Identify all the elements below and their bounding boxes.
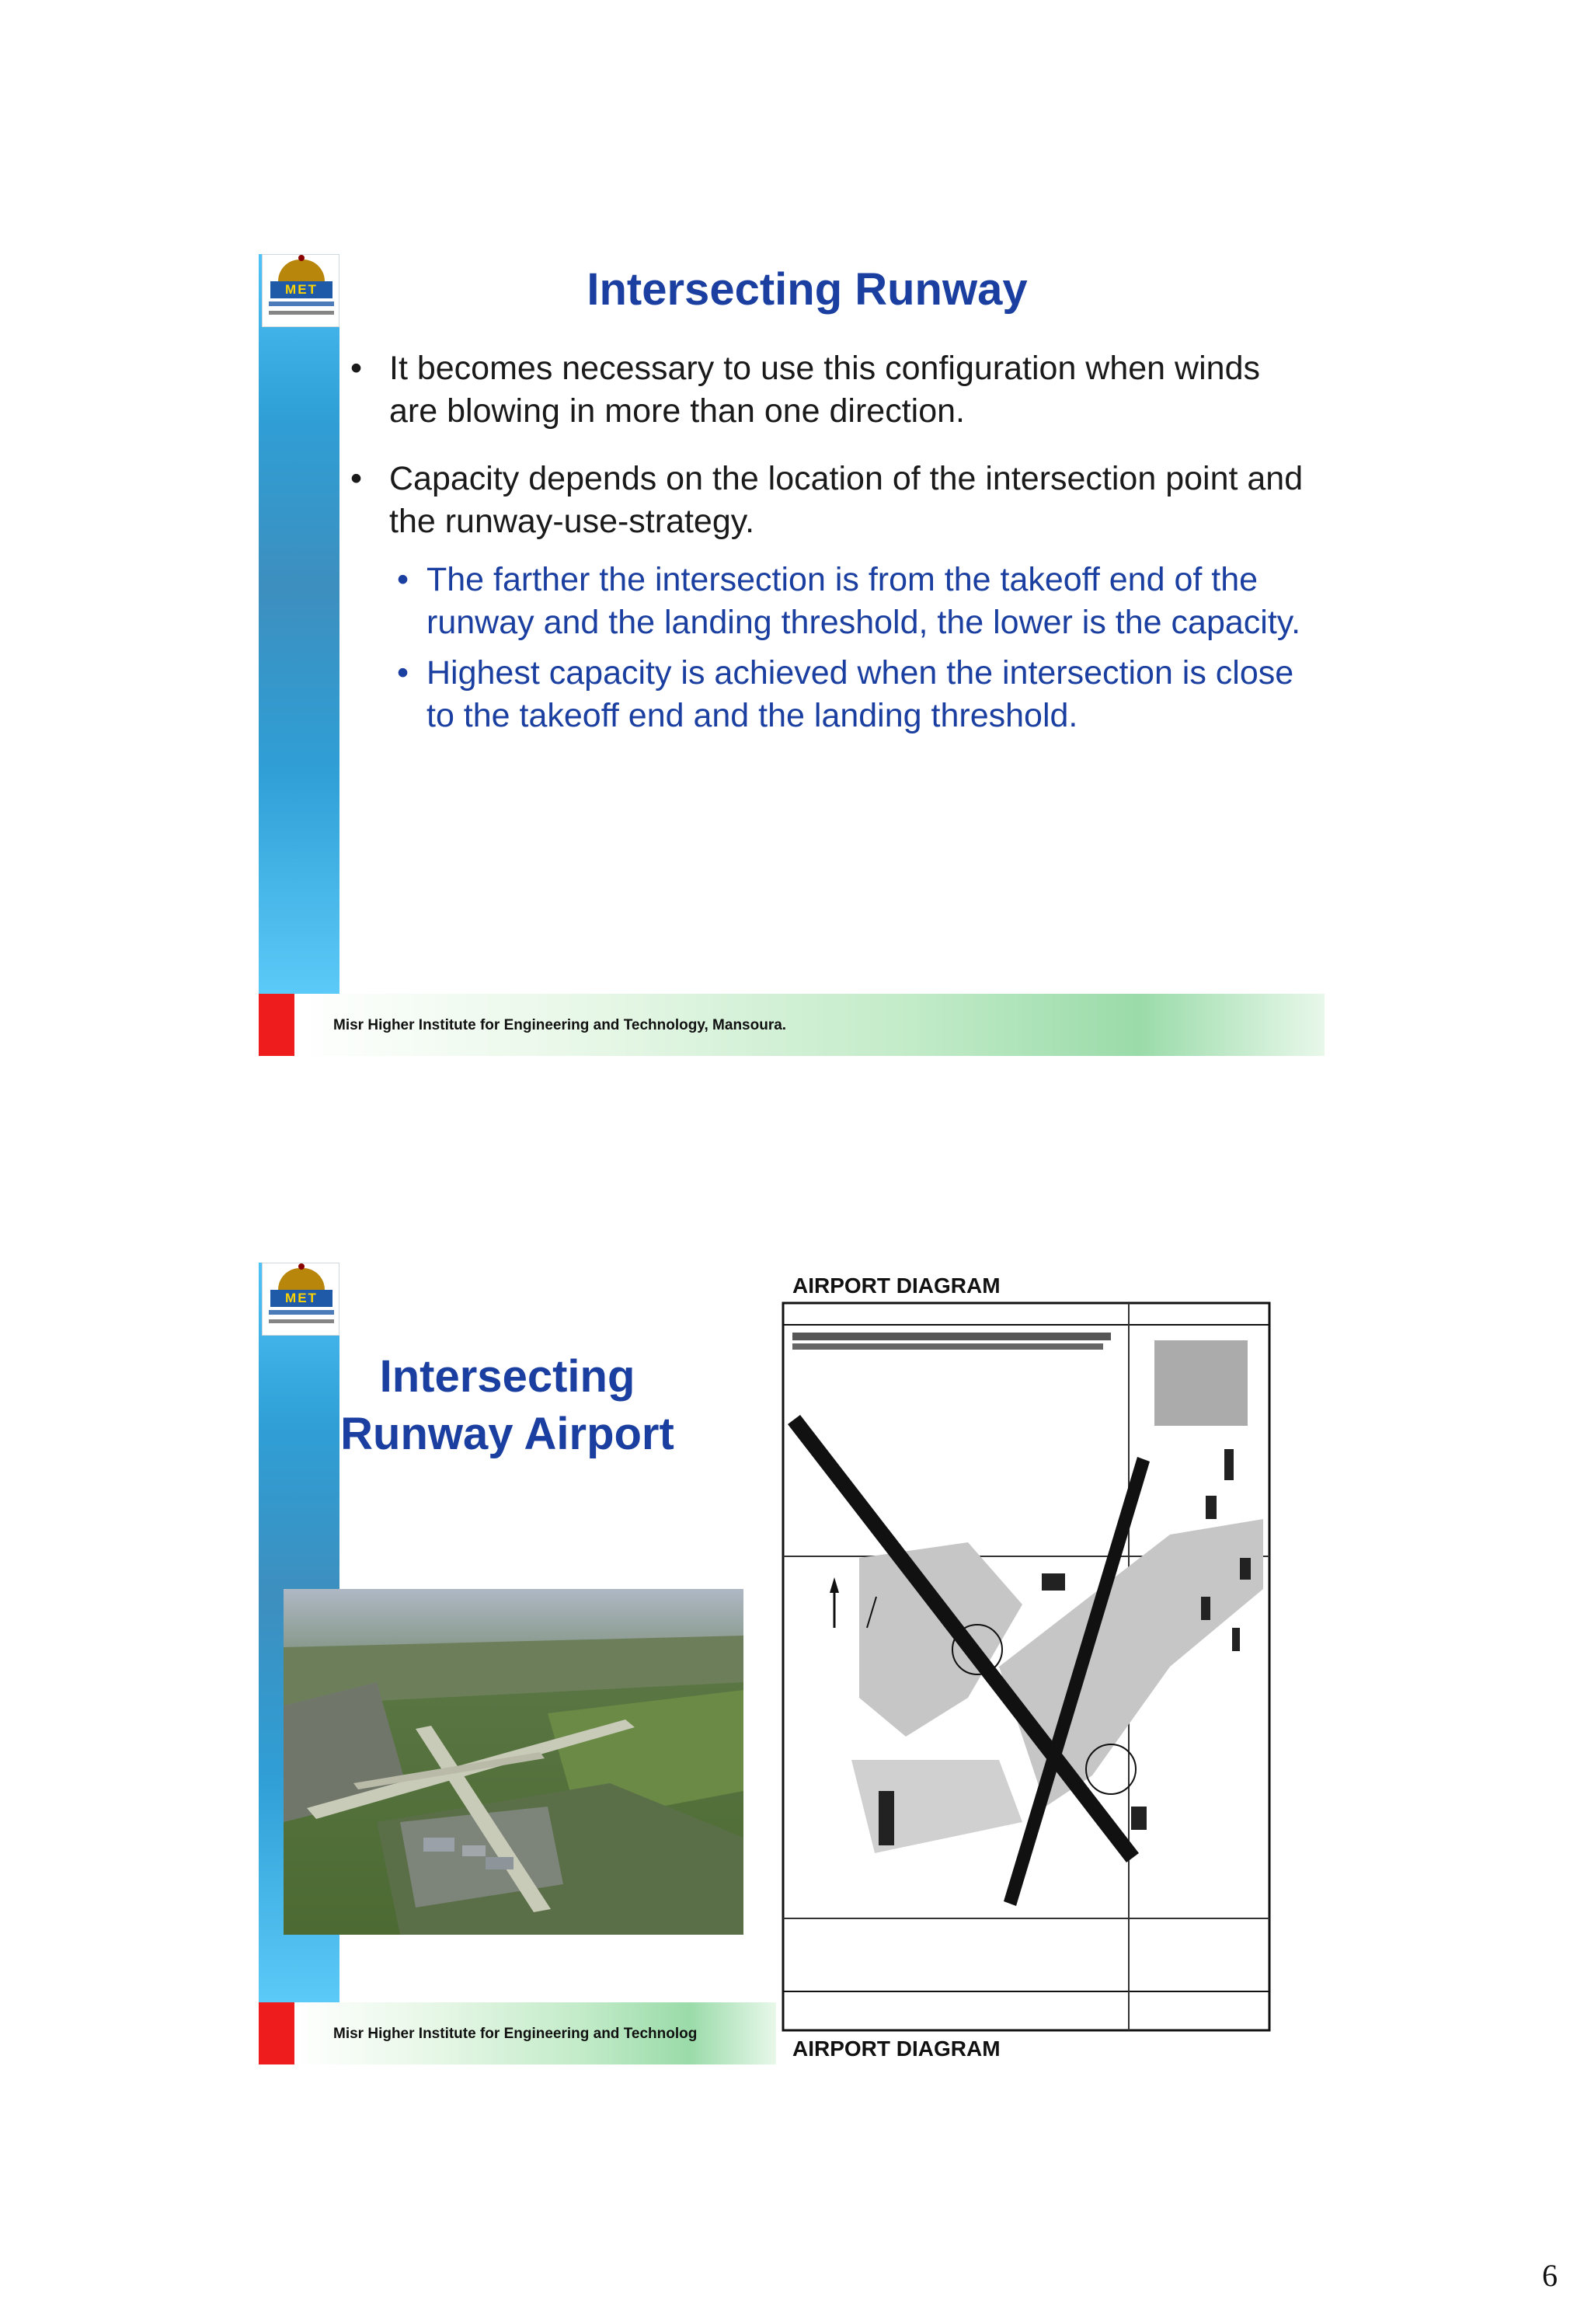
slide-title: Intersecting Runway: [587, 264, 1028, 315]
sub-bullet-item: • The farther the intersection is from the takeoff end of the runway and the landing threshold, the lower is the capacity.: [397, 559, 1306, 644]
side-bar: [259, 254, 339, 994]
aerial-photo-image: [284, 1589, 743, 1935]
title-line: Runway Airport: [340, 1409, 674, 1459]
bullet-item: • It becomes necessary to use this configuration when winds are blowing in more than one direction.: [350, 347, 1306, 433]
sub-bullet-item: • Highest capacity is achieved when the intersection is close to the takeoff end and the landing threshold.: [397, 652, 1306, 737]
bullet-item: [350, 458, 1306, 737]
footer-text: Misr Higher Institute for Engineering and Technolog: [333, 2026, 698, 2042]
diagram-header: AIRPORT DIAGRAM: [792, 1273, 1001, 1298]
slide-title: [313, 1348, 702, 1463]
bullet-text: Capacity depends on the location of the intersection point and the runway-use-strategy.: [389, 460, 1304, 540]
slide-intersecting-runway-airport: [259, 1263, 1325, 2064]
logo-arabic-line: [269, 1310, 334, 1315]
footer-red-block: [259, 2002, 294, 2064]
bullet-list: [350, 347, 1306, 762]
aerial-airport-photo: [284, 1589, 743, 1935]
airport-diagram: [766, 1263, 1280, 2064]
diagram-drawing: [766, 1263, 1280, 2064]
page-number: 6: [1542, 2258, 1558, 2293]
logo-text: MET: [270, 281, 332, 298]
diagram-footer: AIRPORT DIAGRAM: [792, 2037, 1001, 2061]
slide-intersecting-runway: [259, 254, 1325, 1056]
institute-logo: [262, 1263, 339, 1336]
title-line: Intersecting: [379, 1351, 635, 1402]
logo-dome-icon: [278, 1268, 325, 1290]
sub-bullet-list: [350, 559, 1306, 737]
logo-english-line: [269, 1319, 334, 1323]
logo-text: MET: [270, 1290, 332, 1307]
footer-text: Misr Higher Institute for Engineering and Technology, Mansoura.: [333, 1017, 787, 1033]
footer-red-block: [259, 994, 294, 1056]
